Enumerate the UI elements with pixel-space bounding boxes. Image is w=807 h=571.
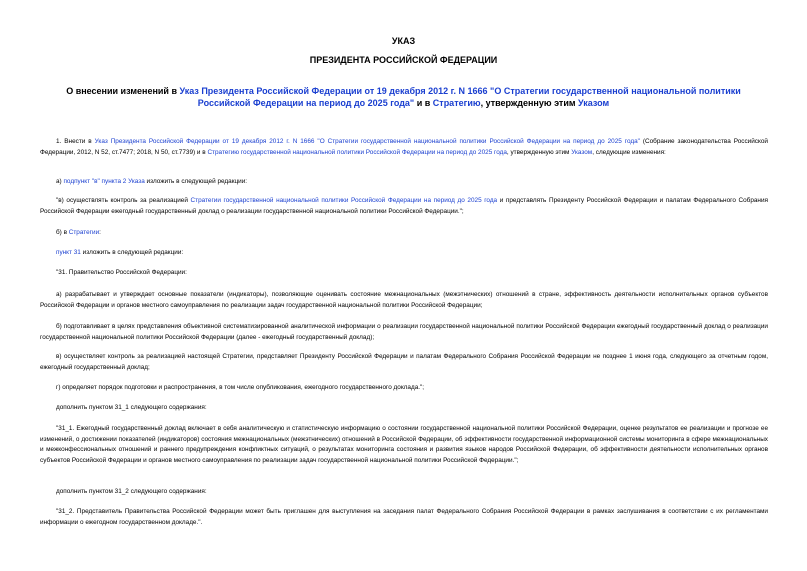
- paragraph-text: изложить в следующей редакции:: [144, 178, 248, 185]
- link-strategy-short[interactable]: Стратегии: [68, 229, 100, 236]
- title-text: О внесении изменений в: [66, 86, 180, 96]
- paragraph-13: дополнить пунктом 31_2 следующего содержания:: [56, 488, 207, 495]
- link-strategy[interactable]: Стратегии государственной национальной политики Российской Федерации на период до 2025 года: [190, 197, 498, 204]
- paragraph-3: [40, 196, 768, 217]
- paragraph-6: "31. Правительство Российской Федерации:: [56, 269, 187, 276]
- link-strategy[interactable]: Стратегию государственной национальной политики Российской Федерации на период до 2025 года: [207, 148, 507, 156]
- title-link-decree[interactable]: Указ Президента Российской Федерации от 19 декабря 2012 г. N 1666 "О Стратегии государственной национальной политики Российской Федерации на период до 2025 года": [179, 86, 741, 108]
- paragraph-14: "31_2. Представитель Правительства Российской Федерации может быть приглашен для выступления на заседания палат Федерального Собрания Российской Федерации в рамках заслушивания в соответствии с их регламентами информации о ежегодном государственном докладе.".: [40, 508, 768, 526]
- paragraph-text: изложить в следующей редакции:: [80, 249, 184, 256]
- title-link-strategy[interactable]: Стратегию: [432, 98, 481, 108]
- paragraph-9: в) осуществляет контроль за реализацией настоящей Стратегии, представляет Президенту Российской Федерации и палатам Федерального Собрания Российской Федерации не позднее 1 июня года, следующего за отчетным годом, ежегодный государственный доклад;: [40, 353, 768, 371]
- link-decree-short[interactable]: Указом: [571, 148, 593, 156]
- paragraph-text: :: [99, 229, 101, 236]
- document-title: [40, 85, 767, 109]
- paragraph-2: [56, 177, 247, 188]
- paragraph-text: , утвержденную этим: [506, 148, 572, 156]
- paragraph-text: б) в: [56, 229, 69, 236]
- paragraph-text: , следующие изменения:: [592, 148, 666, 156]
- paragraph-text: а): [56, 178, 64, 185]
- title-text: , утвержденную этим: [480, 98, 579, 108]
- paragraph-text: "в) осуществлять контроль за реализацией: [56, 197, 191, 204]
- link-decree[interactable]: Указ Президента Российской Федерации от 19 декабря 2012 г. N 1666 "О Стратегии государственной национальной политики Российской Федерации на период до 2025 года": [94, 138, 640, 145]
- decree-issuer: ПРЕЗИДЕНТА РОССИЙСКОЙ ФЕДЕРАЦИИ: [309, 55, 498, 65]
- paragraph-12: "31_1. Ежегодный государственный доклад включает в себя аналитическую и статистическую информацию о состоянии государственной национальной политики Российской Федерации, оценке результатов ее реализации и прогнозе ее изменений, о достижении показателей (индикаторов) состояния межнациональных (межэтнических) отношений в Российской Федерации, об эффективности государственной информационной системы мониторинга в сфере межнациональных и межконфессиональных отношений и раннего предупреждения конфликтных ситуаций, о результатах мониторинга состояния и развития языков народов Российской Федерации, об эффективности деятельности исполнительных органов субъектов Российской Федерации и органов местного самоуправления по реализации задач государственной национальной политики Российской Федерации.";: [40, 425, 768, 464]
- paragraph-7: а) разрабатывает и утверждает основные показатели (индикаторы), позволяющие оценивать состояние межнациональных (межэтнических) отношений в стране, эффективность деятельности исполнительных органов субъектов Российской Федерации и органов местного самоуправления по реализации задач государственной национальной политики Российской Федерации;: [40, 291, 768, 309]
- paragraph-4: [56, 228, 101, 239]
- paragraph-text: и представлять Президенту Российской Федерации и палатам Федерального Собрания Российской Федерации ежегодный государственный доклад о реализации государственной национальной политики Российской Федерации.";: [40, 197, 768, 215]
- paragraph-1: [40, 137, 768, 158]
- link-point-31[interactable]: пункт 31: [56, 249, 81, 256]
- decree-heading: УКАЗ: [391, 36, 416, 46]
- paragraph-8: б) подготавливает в целях представления объективной систематизированной аналитической информации о реализации государственной национальной политики Российской Федерации ежегодный государственный доклад о реализации государственной национальной политики Российской Федерации (далее - ежегодный государственный доклад);: [40, 323, 768, 341]
- paragraph-11: дополнить пунктом 31_1 следующего содержания:: [56, 404, 207, 411]
- paragraph-text: 1. Внести в: [56, 138, 95, 145]
- paragraph-text: (Собрание законодательства Российской Федерации, 2012, N 52, ст.7477; 2018, N 50, ст.7739) и в: [40, 138, 768, 156]
- title-link-decree-short[interactable]: Указом: [578, 98, 610, 108]
- paragraph-5: [56, 248, 183, 259]
- link-subparagraph-v[interactable]: подпункт "в" пункта 2 Указа: [63, 178, 145, 185]
- paragraph-10: г) определяет порядок подготовки и распространения, в том числе опубликования, ежегодного государственного доклада.";: [56, 384, 425, 391]
- title-text: и в: [414, 98, 433, 108]
